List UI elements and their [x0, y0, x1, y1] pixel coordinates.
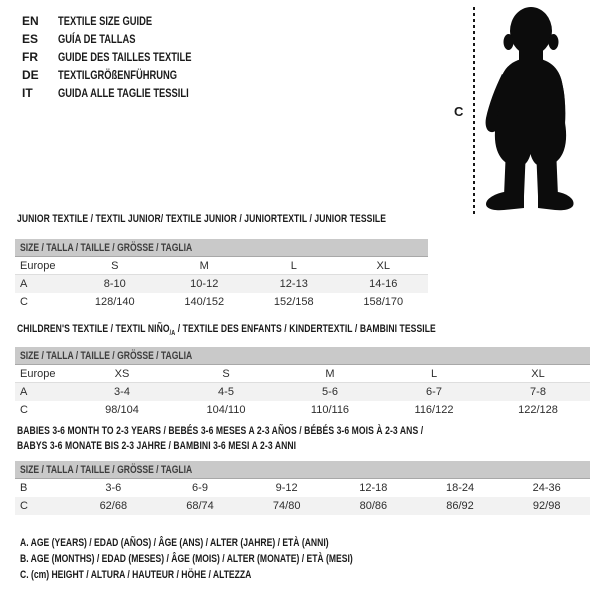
height-cell: 62/68	[99, 500, 128, 512]
size-cell: M	[199, 260, 209, 272]
table-row-age	[15, 383, 590, 401]
age-cell: 9-12	[275, 482, 298, 494]
lang-title: TEXTILGRÖßENFÜHRUNG	[58, 68, 178, 82]
table-row-height	[15, 293, 428, 311]
height-cell: 104/110	[206, 404, 246, 416]
lang-line-fr	[22, 48, 229, 66]
age-cell: 6-7	[426, 386, 442, 398]
age-cell: 12-18	[359, 482, 388, 494]
children-size-table	[15, 347, 590, 419]
row-label: A	[20, 278, 28, 290]
height-measure-dashed-line	[473, 7, 475, 215]
legend-line-a: A. AGE (YEARS) / EDAD (AÑOS) / ÂGE (ANS) / ALTER (JAHRE) / ETÀ (ANNI)	[20, 537, 329, 549]
height-cell: 140/152	[184, 296, 225, 308]
lang-line-de	[22, 66, 229, 84]
row-label: Europe	[20, 260, 56, 272]
lang-line-es	[22, 30, 229, 48]
table-row-europe	[15, 257, 428, 275]
height-cell: 68/74	[186, 500, 214, 512]
height-cell: 122/128	[518, 404, 558, 416]
size-cell: L	[430, 368, 438, 380]
table-row-age-months	[15, 479, 590, 497]
height-cell: 116/122	[414, 404, 454, 416]
row-label: Europe	[20, 368, 56, 380]
size-cell: S	[111, 260, 119, 272]
age-cell: 4-5	[218, 386, 234, 398]
age-cell: 18-24	[445, 482, 475, 494]
children-table-title: CHILDREN'S TEXTILE / TEXTIL $NIÑO_{/A}$ / TEXTILE DES ENFANTS / KINDERTEXTIL / BAMBINI TESSILE	[17, 323, 436, 338]
size-header-label: SIZE / TALLA / TAILLE / GRÖSSE / TAGLIA	[20, 242, 193, 254]
table-row-europe	[15, 365, 590, 383]
row-label: C	[20, 500, 28, 512]
junior-size-table	[15, 239, 428, 311]
age-cell: 3-4	[114, 386, 130, 398]
lang-title: GUIDE DES TAILLES TEXTILE	[58, 50, 192, 64]
lang-code: ES	[22, 32, 39, 46]
age-cell: 24-36	[532, 482, 561, 494]
age-cell: 10-12	[190, 278, 219, 290]
babies-table-title: BABIES 3-6 MONTH TO 2-3 YEARS / BEBÉS 3-6 MESES A 2-3 AÑOS / BÉBÉS 3-6 MOIS À 2-3 ANS / BABYS 3-6 MONATE BIS 2-3 JAHRE / BAMBINI 3-6 MESI A 2-3 ANNI	[17, 425, 424, 452]
size-header-bar	[15, 239, 428, 257]
size-cell: XS	[114, 368, 130, 380]
lang-line-it	[22, 84, 229, 102]
table-row-age	[15, 275, 428, 293]
lang-title: GUÍA DE TALLAS	[58, 32, 136, 46]
lang-code: FR	[22, 50, 38, 64]
babies-size-table	[15, 461, 590, 515]
age-cell: 14-16	[369, 278, 398, 290]
height-cell: 98/104	[105, 404, 139, 416]
age-cell: 6-9	[192, 482, 208, 494]
size-header-label: SIZE / TALLA / TAILLE / GRÖSSE / TAGLIA	[20, 350, 193, 362]
size-header-bar	[15, 347, 590, 365]
age-cell: 8-10	[103, 278, 126, 290]
row-label: C	[20, 296, 28, 308]
height-cell: 152/158	[273, 296, 314, 308]
age-cell: 12-13	[279, 278, 308, 290]
lang-title: GUIDA ALLE TAGLIE TESSILI	[58, 86, 189, 100]
size-cell: L	[290, 260, 297, 272]
size-cell: M	[325, 368, 335, 380]
language-title-list	[22, 12, 229, 102]
age-cell: 7-8	[530, 386, 546, 398]
age-cell: 5-6	[322, 386, 338, 398]
height-cell: 86/92	[446, 500, 474, 512]
height-cell: 80/86	[359, 500, 388, 512]
size-cell: S	[222, 368, 230, 380]
size-header-label: SIZE / TALLA / TAILLE / GRÖSSE / TAGLIA	[20, 464, 193, 476]
size-cell: XL	[376, 260, 390, 272]
height-cell: 128/140	[94, 296, 135, 308]
table-row-height	[15, 401, 590, 419]
height-cell: 158/170	[363, 296, 404, 308]
row-label: B	[20, 482, 28, 494]
height-cell: 74/80	[272, 500, 301, 512]
lang-code: EN	[22, 14, 39, 28]
legend-line-b: B. AGE (MONTHS) / EDAD (MESES) / ÂGE (MOIS) / ALTER (MONATE) / ETÀ (MESI)	[20, 553, 353, 565]
height-cell: 92/98	[532, 500, 561, 512]
size-cell: XL	[531, 368, 545, 380]
legend-line-c: C. (cm) HEIGHT / ALTURA / HAUTEUR / HÖHE / ALTEZZA	[20, 569, 252, 581]
lang-line-en	[22, 12, 229, 30]
junior-table-title: JUNIOR TEXTILE / TEXTIL JUNIOR/ TEXTILE JUNIOR / JUNIORTEXTIL / JUNIOR TESSILE	[17, 213, 387, 225]
row-label: A	[20, 386, 28, 398]
baby-silhouette-icon	[481, 6, 579, 212]
table-row-height	[15, 497, 590, 515]
row-label: C	[20, 404, 28, 416]
lang-code: DE	[22, 68, 39, 82]
lang-title: TEXTILE SIZE GUIDE	[58, 14, 153, 28]
age-cell: 3-6	[105, 482, 122, 494]
size-header-bar	[15, 461, 590, 479]
height-measure-label: C	[454, 104, 464, 119]
legend	[20, 535, 447, 583]
lang-code: IT	[22, 86, 33, 100]
height-cell: 110/116	[310, 404, 350, 416]
